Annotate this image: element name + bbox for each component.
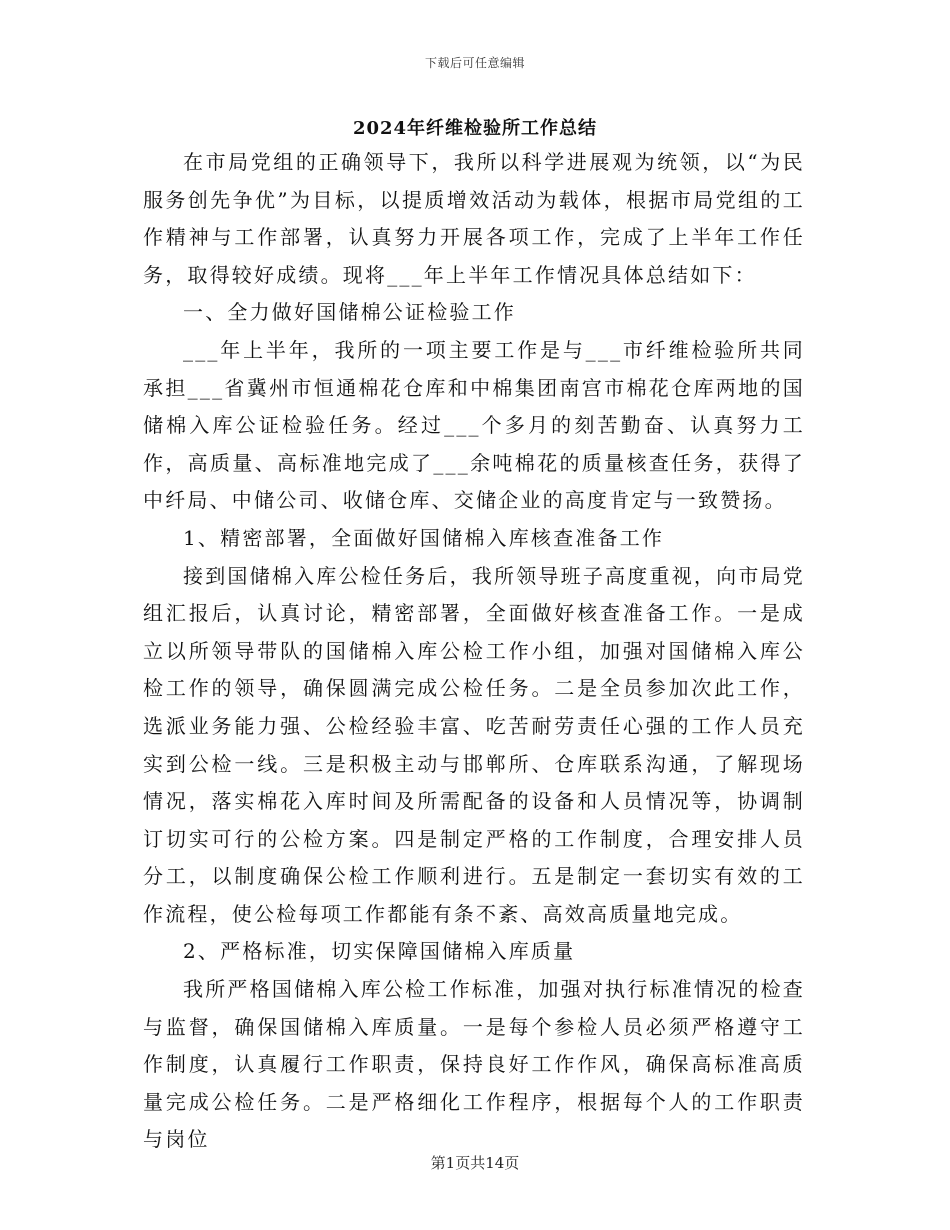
page-number: 第1页共14页 [430,1154,520,1172]
document-title: 2024年纤维检验所工作总结 [352,118,598,139]
paragraph-subsection-1: 接到国储棉入库公检任务后，我所领导班子高度重视，向市局党组汇报后，认真讨论，精密部署，全面做好核查准备工作。一是成立以所领导带队的国储棉入库公检工作小组，加强对国储棉入库公检工作的领导，确保圆满完成公检任务。二是全员参加次此工作，选派业务能力强、公检经验丰富、吃苦耐劳责任心强的工作人员充实到公检一线。三是积极主动与邯郸所、仓库联系沟通，了解现场情况，落实棉花入库时间及所需配备的设备和人员情况等，协调制订切实可行的公检方案。四是制定严格的工作制度，合理安排人员分工，以制度确保公检工作顺利进行。五是制定一套切实有效的工作流程，使公检每项工作都能有条不紊、高效高质量地完成。 [143,563,805,926]
paragraph-subsection-2: 我所严格国储棉入库公检工作标准，加强对执行标准情况的检查与监督，确保国储棉入库质量。一是每个参检人员必须严格遵守工作制度，认真履行工作职责，保持良好工作作风，确保高标准高质量完成公检任务。二是严格细化工作程序，根据每个人的工作职责与岗位 [143,977,805,1152]
paragraph-intro: 在市局党组的正确领导下，我所以科学进展观为统领，以“为民服务创先争优”为目标，以提质增效活动为载体，根据市局党组的工作精神与工作部署，认真努力开展各项工作，完成了上半年工作任务，取得较好成绩。现将___年上半年工作情况具体总结如下： [143,150,805,287]
paragraph-section-1: ___年上半年，我所的一项主要工作是与___市纤维检验所共同承担___省冀州市恒通棉花仓库和中棉集团南宫市棉花仓库两地的国储棉入库公证检验任务。经过___个多月的刻苦勤奋、认真努力工作，高质量、高标准地完成了___余吨棉花的质量核查任务，获得了中纤局、中储公司、收储仓库、交储企业的高度肯定与一致赞扬。 [143,337,805,513]
subsection-heading-1: 1、精密部署，全面做好国储棉入库核查准备工作 [183,525,665,550]
subsection-heading-2: 2、严格标准，切实保障国储棉入库质量 [183,939,576,964]
header-note: 下载后可任意编辑 [424,56,525,70]
section-heading-1: 一、全力做好国储棉公证检验工作 [183,300,516,325]
document-body [143,144,805,1159]
